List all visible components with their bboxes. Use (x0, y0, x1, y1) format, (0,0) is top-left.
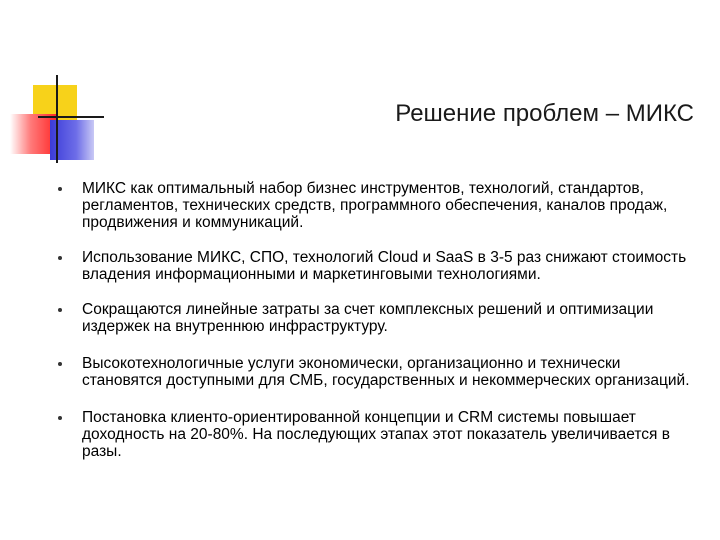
bullet-dot-icon (58, 308, 62, 312)
bullet-item (52, 249, 702, 283)
bullet-list (52, 180, 702, 477)
bullet-item (52, 301, 702, 335)
bullet-dot-icon (58, 256, 62, 260)
corner-squares-logo-icon (0, 0, 110, 170)
bullet-text: Постановка клиенто-ориентированной концепции и CRM системы повышает доходность на 20-80%. На последующих этапах этот показатель увеличивается в разы. (82, 409, 670, 460)
bullet-item (52, 409, 702, 460)
bullet-text: Использование МИКС, СПО, технологий Cloud и SaaS в 3-5 раз снижают стоимость владения информационными и маркетинговыми технологиями. (82, 249, 687, 283)
logo-vertical-line (56, 75, 58, 163)
logo-horizontal-line (38, 116, 104, 118)
bullet-dot-icon (58, 416, 62, 420)
bullet-item (52, 355, 702, 389)
bullet-dot-icon (58, 187, 62, 191)
bullet-text: Сокращаются линейные затраты за счет комплексных решений и оптимизации издержек на внутреннюю инфраструктуру. (82, 301, 654, 335)
bullet-text: МИКС как оптимальный набор бизнес инструментов, технологий, стандартов, регламентов, технических средств, программного обеспечения, каналов продаж, продвижения и коммуникаций. (82, 180, 668, 231)
bullet-item (52, 180, 702, 231)
bullet-dot-icon (58, 362, 62, 366)
slide-title: Решение проблем – МИКС (395, 100, 694, 127)
bullet-text: Высокотехнологичные услуги экономически, организационно и технически становятся доступными для СМБ, государственных и некоммерческих организаций. (82, 355, 690, 389)
